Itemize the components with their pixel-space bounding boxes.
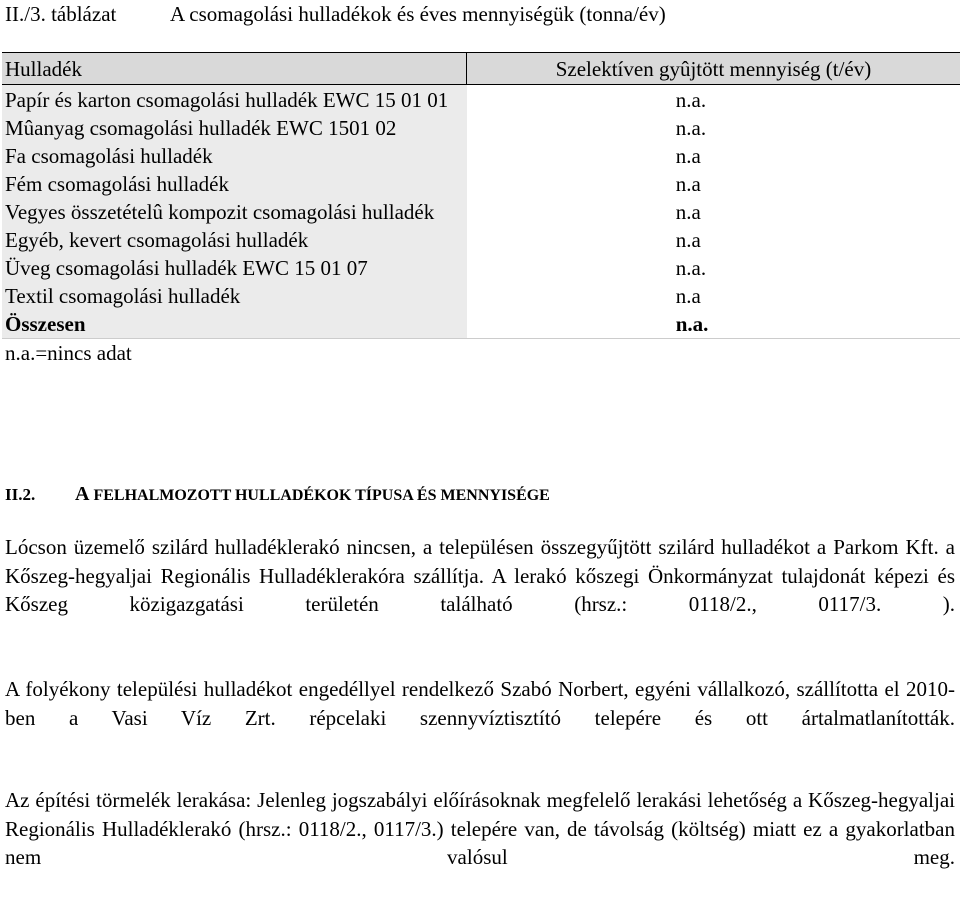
header-amount: Szelektíven gyûjtött mennyiség (t/év) xyxy=(467,53,960,85)
waste-name: Fa csomagolási hulladék xyxy=(2,142,467,170)
section-title-initial: A xyxy=(75,483,89,505)
table-number: II./3. táblázat xyxy=(5,2,170,26)
waste-amount: n.a xyxy=(676,170,726,198)
waste-amount: n.a xyxy=(676,142,726,170)
waste-name: Mûanyag csomagolási hulladék EWC 1501 02 xyxy=(2,114,467,142)
table-row xyxy=(2,85,960,115)
section-number: II.2. xyxy=(5,481,75,509)
section-title: FELHALMOZOTT HULLADÉKOK TÍPUSA ÉS MENNYISÉGE xyxy=(89,487,549,504)
table-row xyxy=(2,282,960,310)
header-waste: Hulladék xyxy=(2,53,467,85)
table-caption xyxy=(5,2,666,26)
waste-amount: n.a. xyxy=(676,114,726,142)
table-header-row xyxy=(2,53,960,85)
total-amount: n.a. xyxy=(676,310,726,338)
total-row xyxy=(2,310,960,339)
section-heading xyxy=(5,480,550,510)
waste-amount: n.a xyxy=(676,282,726,310)
table-footnote: n.a.=nincs adat xyxy=(2,339,467,368)
packaging-waste-table xyxy=(2,52,960,367)
table-row xyxy=(2,114,960,142)
waste-name: Vegyes összetételû kompozit csomagolási hulladék xyxy=(2,198,467,226)
waste-amount: n.a xyxy=(676,198,726,226)
waste-name: Fém csomagolási hulladék xyxy=(2,170,467,198)
table-title: A csomagolási hulladékok és éves mennyiségük (tonna/év) xyxy=(170,2,666,26)
waste-amount: n.a. xyxy=(676,254,726,282)
table-row xyxy=(2,254,960,282)
waste-name: Üveg csomagolási hulladék EWC 15 01 07 xyxy=(2,254,467,282)
table-row xyxy=(2,142,960,170)
paragraph: Az építési törmelék lerakása: Jelenleg jogszabályi előírásoknak megfelelő lerakási lehetőség a Kőszeg-hegyaljai Regionális Hulladéklerakó (hrsz.: 0118/2., 0117/3.) telepére van, de távolság (költség) miatt ez a gyakorlatban nem valósul meg. xyxy=(5,786,955,900)
waste-name: Textil csomagolási hulladék xyxy=(2,282,467,310)
paragraph: Lócson üzemelő szilárd hulladéklerakó nincsen, a településen összegyűjtött szilárd hulladékot a Parkom Kft. a Kőszeg-hegyaljai Regionális Hulladéklerakóra szállítja. A lerakó kőszegi Önkormányzat tulajdonát képezi és Kőszeg közigazgatási területén található (hrsz.: 0118/2., 0117/3. ). xyxy=(5,533,955,647)
table-row xyxy=(2,198,960,226)
footnote-row xyxy=(2,339,960,368)
table-row xyxy=(2,226,960,254)
total-label: Összesen xyxy=(2,310,467,339)
waste-name: Egyéb, kevert csomagolási hulladék xyxy=(2,226,467,254)
paragraph: A folyékony települési hulladékot engedéllyel rendelkező Szabó Norbert, egyéni vállalkozó, szállította el 2010-ben a Vasi Víz Zrt. répcelaki szennyvíztisztító telepére és ott ártalmatlanították. xyxy=(5,675,955,761)
waste-amount: n.a xyxy=(676,226,726,254)
waste-name: Papír és karton csomagolási hulladék EWC 15 01 01 xyxy=(2,85,467,115)
waste-amount: n.a. xyxy=(676,86,726,114)
table-row xyxy=(2,170,960,198)
